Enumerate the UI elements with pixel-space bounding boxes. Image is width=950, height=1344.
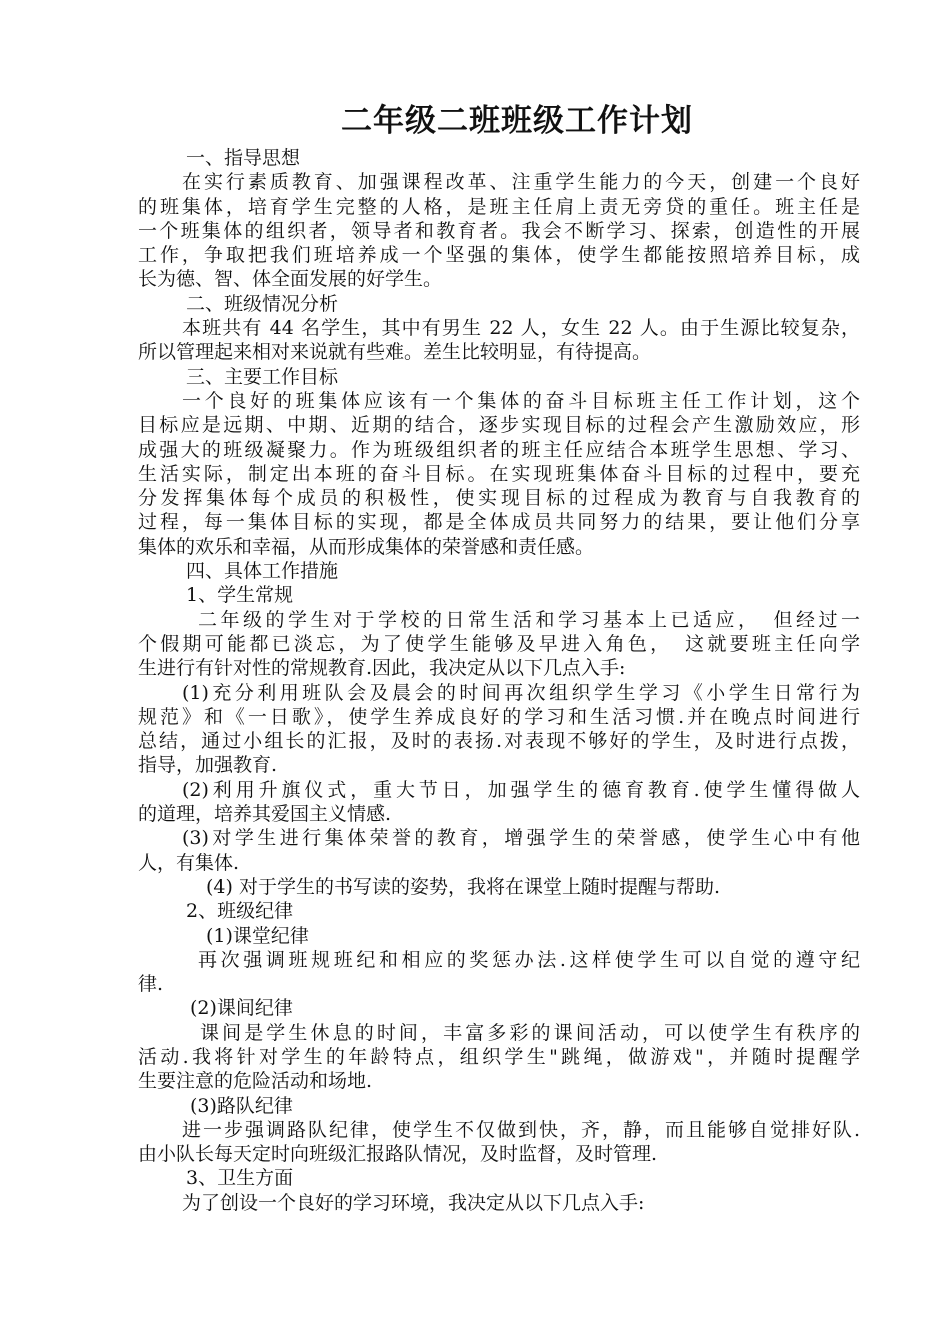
document-title: 二年级二班班级工作计划 (341, 103, 693, 139)
paragraph-line: 在实行素质教育、加强课程改革、注重学生能力的今天，创建一个良好 (182, 171, 860, 194)
list-item-line: (2)利用升旗仪式，重大节日，加强学生的德育教育.使学生懂得做人 (182, 778, 860, 801)
paragraph-line: 本班共有 44 名学生，其中有男生 22 人，女生 22 人。由于生源比较复杂， (182, 317, 860, 340)
subsection-heading: 3、卫生方面 (186, 1167, 294, 1190)
section-heading: 一、指导思想 (186, 147, 301, 169)
paragraph-line: 课间是学生休息的时间，丰富多彩的课间活动，可以使学生有秩序的 (200, 1021, 860, 1044)
list-item-line: 的道理，培养其爱国主义情感. (138, 803, 392, 826)
list-item-line: 总结，通过小组长的汇报，及时的表扬.对表现不够好的学生，及时进行点拨， (138, 730, 860, 753)
paragraph-line: 的班集体，培育学生完整的人格，是班主任肩上责无旁贷的重任。班主任是 (138, 195, 860, 218)
paragraph-line: 活动.我将针对学生的年龄特点，组织学生"跳绳，做游戏"，并随时提醒学 (138, 1045, 860, 1068)
paragraph-line: 个假期可能都已淡忘，为了使学生能够及早进入角色， 这就要班主任向学 (138, 632, 860, 655)
list-item-line: (4) 对于学生的书写读的姿势，我将在课堂上随时提醒与帮助. (206, 875, 720, 898)
paragraph-line: 二年级的学生对于学校的日常生活和学习基本上已适应， 但经过一 (198, 608, 860, 631)
paragraph-line: 律. (138, 973, 164, 996)
subsection-heading: (1)课堂纪律 (206, 924, 309, 947)
paragraph-line: 集体的欢乐和幸福，从而形成集体的荣誉感和责任感。 (138, 535, 595, 558)
paragraph-line: 分发挥集体每个成员的积极性，使实现目标的过程成为教育与自我教育的 (138, 487, 860, 510)
paragraph-line: 生进行有针对性的常规教育.因此，我决定从以下几点入手: (138, 657, 626, 680)
paragraph-line: 再次强调班规班纪和相应的奖惩办法.这样使学生可以自觉的遵守纪 (198, 948, 860, 971)
subsection-heading: (2)课间纪律 (190, 997, 293, 1020)
paragraph-line: 生要注意的危险活动和场地. (138, 1070, 373, 1093)
subsection-heading: 1、学生常规 (186, 584, 294, 607)
paragraph-line: 长为德、智、体全面发展的好学生。 (138, 268, 443, 291)
paragraph-line: 过程，每一集体目标的实现，都是全体成员共同努力的结果，要让他们分享 (138, 511, 860, 534)
paragraph-line: 所以管理起来相对来说就有些难。差生比较明显，有待提高。 (138, 341, 652, 364)
paragraph-line: 成强大的班级凝聚力。作为班级组织者的班主任应结合本班学生思想、学习、 (138, 438, 860, 461)
paragraph-line: 为了创设一个良好的学习环境，我决定从以下几点入手: (182, 1191, 645, 1214)
list-item-line: 人，有集体. (138, 851, 240, 874)
paragraph-line: 生活实际，制定出本班的奋斗目标。在实现班集体奋斗目标的过程中，要充 (138, 462, 860, 485)
paragraph-line: 由小队长每天定时向班级汇报路队情况，及时监督，及时管理. (138, 1143, 658, 1166)
section-heading: 四、具体工作措施 (186, 560, 339, 583)
section-heading: 三、主要工作目标 (186, 365, 339, 388)
list-item-line: 规范》和《一日歌》，使学生养成良好的学习和生活习惯.并在晚点时间进行 (138, 705, 860, 728)
paragraph-line: 进一步强调路队纪律，使学生不仅做到快，齐，静，而且能够自觉排好队. (182, 1118, 860, 1141)
list-item-line: (3)对学生进行集体荣誉的教育，增强学生的荣誉感，使学生心中有他 (182, 827, 860, 850)
subsection-heading: (3)路队纪律 (190, 1094, 293, 1117)
document-body (138, 100, 860, 1215)
paragraph-line: 一个良好的班集体应该有一个集体的奋斗目标班主任工作计划，这个 (182, 389, 860, 412)
subsection-heading: 2、班级纪律 (186, 900, 294, 923)
paragraph-line: 目标应是远期、中期、近期的结合，逐步实现目标的过程会产生激励效应，形 (138, 414, 860, 437)
paragraph-line: 一个班集体的组织者，领导者和教育者。我会不断学习、探索，创造性的开展 (138, 219, 860, 242)
paragraph-line: 工作，争取把我们班培养成一个坚强的集体，使学生都能按照培养目标，成 (138, 244, 860, 267)
list-item-line: 指导，加强教育. (138, 754, 278, 777)
section-heading: 二、班级情况分析 (186, 292, 339, 315)
list-item-line: (1)充分利用班队会及晨会的时间再次组织学生学习《小学生日常行为 (182, 681, 860, 704)
